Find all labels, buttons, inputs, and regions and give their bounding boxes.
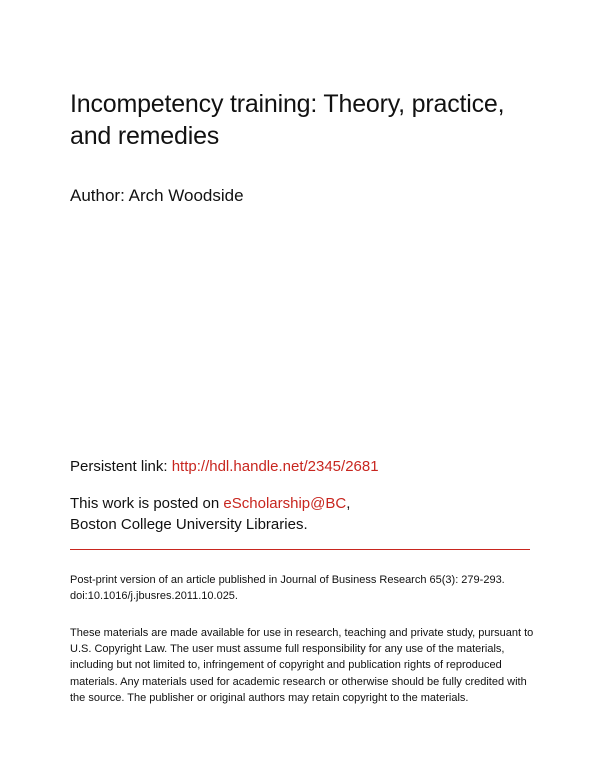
posted-suffix: ,	[346, 495, 351, 512]
page-title: Incompetency training: Theory, practice, and remedies	[70, 90, 505, 150]
posted-prefix: This work is posted on	[70, 495, 220, 512]
posted-statement	[70, 493, 350, 535]
persistent-link[interactable]: http://hdl.handle.net/2345/2681	[171, 458, 379, 475]
escholarship-link[interactable]: eScholarship@BC	[223, 495, 347, 512]
persistent-link-label: Persistent link:	[70, 458, 168, 475]
author-line	[70, 185, 244, 207]
posted-institution: Boston College University Libraries.	[70, 516, 308, 533]
author-name: Arch Woodside	[128, 186, 244, 205]
author-label: Author:	[70, 186, 125, 205]
persistent-link-line	[70, 457, 379, 477]
rights-statement: These materials are made available for use in research, teaching and private study, pursuant to U.S. Copyright Law. The user must assume full responsibility for any use of the materials, including but not limited to, infringement of copyright and publication rights of reproduced materials. Any materials used for academic research or otherwise should be fully credited with the source. The publisher or original authors may retain copyright to the materials.	[70, 627, 534, 704]
divider	[70, 549, 530, 550]
postprint-note: Post-print version of an article published in Journal of Business Research 65(3): 279-293. doi:10.1016/j.jbusres.2011.10.025.	[70, 574, 505, 602]
